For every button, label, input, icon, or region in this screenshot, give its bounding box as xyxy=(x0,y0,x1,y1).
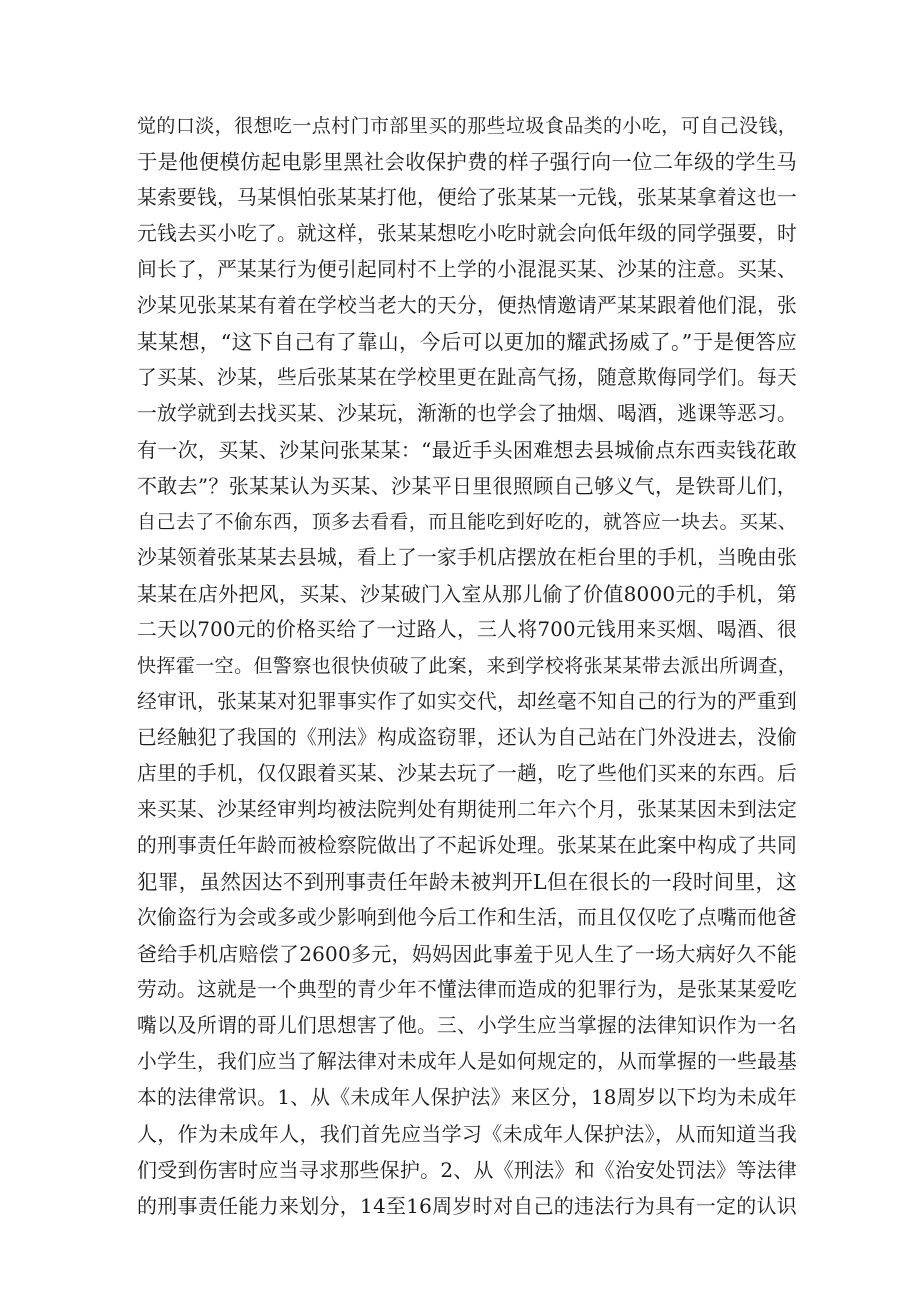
text-line: 觉的口淡，很想吃一点村门市部里买的那些垃圾食品类的小吃，可自己没钱， xyxy=(137,115,797,137)
text-line: 二天以700元的价格买给了一过路人，三人将700元钱用来买烟、喝酒、很 xyxy=(137,618,797,641)
text-line: 犯罪，虽然因达不到刑事责任年龄未被判开L但在很长的一段时间里，这 xyxy=(137,870,797,894)
text-line: 小学生，我们应当了解法律对未成年人是如何规定的，从而掌握的一些最基 xyxy=(137,1050,797,1073)
text-line: 快挥霍一空。但警察也很快侦破了此案，来到学校将张某某带去派出所调查， xyxy=(137,655,797,677)
text-line: 于是他便模仿起电影里黑社会收保护费的样子强行向一位二年级的学生马 xyxy=(137,150,797,174)
text-line: 次偷盗行为会或多或少影响到他今后工作和生活，而且仅仅吃了点嘴而他爸 xyxy=(137,906,797,929)
text-line: 间长了，严某某行为便引起同村不上学的小混混买某、沙某的注意。买某、 xyxy=(137,258,797,281)
text-line: 来买某、沙某经审判均被法院判处有期徒刑二年六个月，张某某因未到法定 xyxy=(137,798,797,821)
text-line: 店里的手机，仅仅跟着买某、沙某去玩了一趟，吃了些他们买来的东西。后 xyxy=(137,762,797,785)
text-line: 的刑事责任年龄而被检察院做出了不起诉处理。张某某在此案中构成了共同 xyxy=(137,834,797,857)
text-line: 某索要钱，马某惧怕张某某打他，便给了张某某一元钱，张某某拿着这也一 xyxy=(137,186,797,209)
text-line: 经审讯，张某某对犯罪事实作了如实交代，却丝毫不知自己的行为的严重到 xyxy=(137,690,797,713)
text-line: 自己去了不偷东西，顶多去看看，而且能吃到好吃的，就答应一块去。买某、 xyxy=(137,511,797,533)
text-line: 沙某领着张某某去县城，看上了一家手机店摆放在柜台里的手机，当晚由张 xyxy=(137,546,797,569)
text-line: 了买某、沙某，些后张某某在学校里更在趾高气扬，随意欺侮同学们。每天 xyxy=(137,366,797,389)
text-line: 人，作为未成年人，我们首先应当学习《未成年人保护法》，从而知道当我 xyxy=(137,1122,797,1146)
text-line: 已经触犯了我国的《刑法》构成盗窃罪，还认为自己站在门外没进去，没偷 xyxy=(137,726,797,749)
text-line: 劳动。这就是一个典型的青少年不懂法律而造成的犯罪行为，是张某某爱吃 xyxy=(137,978,797,1001)
text-line: 一放学就到去找买某、沙某玩，渐渐的也学会了抽烟、喝酒，逃课等恶习。 xyxy=(137,402,797,425)
text-line: 们受到伤害时应当寻求那些保护。2、从《刑法》和《治安处罚法》等法律 xyxy=(137,1158,797,1182)
text-line: 爸给手机店赔偿了2600多元，妈妈因此事羞于见人生了一场大病好久不能 xyxy=(137,942,797,966)
text-line: 有一次，买某、沙某问张某某：“最近手头困难想去县城偷点东西卖钱花敢 xyxy=(137,438,797,462)
text-line: 本的法律常识。1、从《未成年人保护法》来区分，18周岁以下均为未成年 xyxy=(137,1086,797,1109)
text-line: 不敢去”？张某某认为买某、沙某平日里很照顾自己够义气，是铁哥儿们， xyxy=(137,474,797,498)
text-line: 某某想，“这下自己有了靠山，今后可以更加的耀武扬威了。”于是便答应 xyxy=(137,330,797,354)
text-line: 元钱去买小吃了。就这样，张某某想吃小吃时就会向低年级的同学强要，时 xyxy=(137,222,797,245)
text-line: 某某在店外把风，买某、沙某破门入室从那儿偷了价值8000元的手机，第 xyxy=(137,582,797,606)
text-line: 沙某见张某某有着在学校当老大的天分，便热情邀请严某某跟着他们混，张 xyxy=(137,294,797,317)
text-line: 的刑事责任能力来划分，14至16周岁时对自己的违法行为具有一定的认识 xyxy=(137,1194,797,1218)
body-text xyxy=(137,108,797,1224)
text-line: 嘴以及所谓的哥儿们思想害了他。三、小学生应当掌握的法律知识作为一名 xyxy=(137,1014,797,1037)
